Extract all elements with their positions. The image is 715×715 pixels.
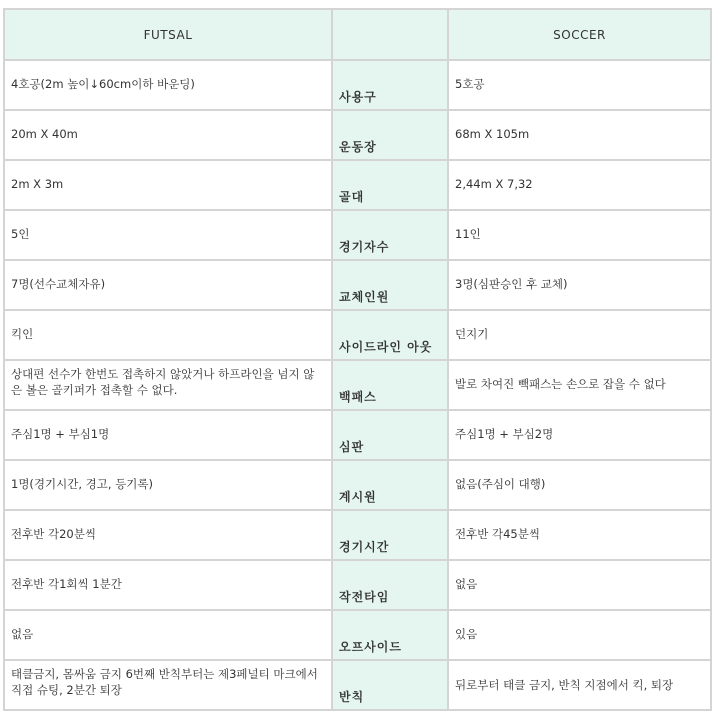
table-row [5, 511, 710, 559]
futsal-cell: 7명(선수교체자유) [5, 261, 331, 309]
table-row [5, 411, 710, 459]
futsal-cell: 1명(경기시간, 경고, 등기록) [5, 461, 331, 509]
header-futsal: FUTSAL [5, 10, 331, 59]
table-row [5, 61, 710, 109]
futsal-soccer-comparison-table [3, 8, 712, 711]
category-cell: 경기시간 [333, 511, 447, 559]
category-cell: 사이드라인 아웃 [333, 311, 447, 359]
futsal-cell: 주심1명 + 부심1명 [5, 411, 331, 459]
table-row [5, 461, 710, 509]
header-row [5, 10, 710, 59]
futsal-cell: 4호공(2m 높이↓60cm이하 바운딩) [5, 61, 331, 109]
soccer-cell: 3명(심판승인 후 교체) [449, 261, 710, 309]
table-row [5, 161, 710, 209]
category-cell: 심판 [333, 411, 447, 459]
futsal-cell: 전후반 각1회씩 1분간 [5, 561, 331, 609]
table-row [5, 311, 710, 359]
category-cell: 반칙 [333, 661, 447, 709]
futsal-cell: 태클금지, 몸싸움 금지 6번째 반칙부터는 제3페널티 마크에서 직접 슈팅, 2분간 퇴장 [5, 661, 331, 709]
soccer-cell: 68m X 105m [449, 111, 710, 159]
table-row [5, 211, 710, 259]
soccer-cell: 전후반 각45분씩 [449, 511, 710, 559]
futsal-cell: 킥인 [5, 311, 331, 359]
futsal-cell: 전후반 각20분씩 [5, 511, 331, 559]
table-row [5, 561, 710, 609]
category-cell: 교체인원 [333, 261, 447, 309]
soccer-cell: 있음 [449, 611, 710, 659]
soccer-cell: 5호공 [449, 61, 710, 109]
table-row [5, 661, 710, 709]
soccer-cell: 2,44m X 7,32 [449, 161, 710, 209]
futsal-cell: 5인 [5, 211, 331, 259]
category-cell: 오프사이드 [333, 611, 447, 659]
soccer-cell: 던지기 [449, 311, 710, 359]
table-row [5, 611, 710, 659]
comparison-table-wrap [3, 8, 712, 711]
category-cell: 운동장 [333, 111, 447, 159]
soccer-cell: 없음(주심이 대행) [449, 461, 710, 509]
header-category [333, 10, 447, 59]
category-cell: 골대 [333, 161, 447, 209]
futsal-cell: 20m X 40m [5, 111, 331, 159]
soccer-cell: 주심1명 + 부심2명 [449, 411, 710, 459]
category-cell: 경기자수 [333, 211, 447, 259]
table-row [5, 361, 710, 409]
soccer-cell: 뒤로부터 태클 금지, 반칙 지점에서 킥, 퇴장 [449, 661, 710, 709]
soccer-cell: 발로 차여진 빽패스는 손으로 잡을 수 없다 [449, 361, 710, 409]
soccer-cell: 없음 [449, 561, 710, 609]
header-soccer: SOCCER [449, 10, 710, 59]
category-cell: 사용구 [333, 61, 447, 109]
futsal-cell: 상대편 선수가 한번도 접촉하지 않았거나 하프라인을 넘지 않은 볼은 골키퍼가 접촉할 수 없다. [5, 361, 331, 409]
category-cell: 백패스 [333, 361, 447, 409]
table-row [5, 111, 710, 159]
category-cell: 계시원 [333, 461, 447, 509]
table-row [5, 261, 710, 309]
futsal-cell: 없음 [5, 611, 331, 659]
soccer-cell: 11인 [449, 211, 710, 259]
category-cell: 작전타임 [333, 561, 447, 609]
futsal-cell: 2m X 3m [5, 161, 331, 209]
